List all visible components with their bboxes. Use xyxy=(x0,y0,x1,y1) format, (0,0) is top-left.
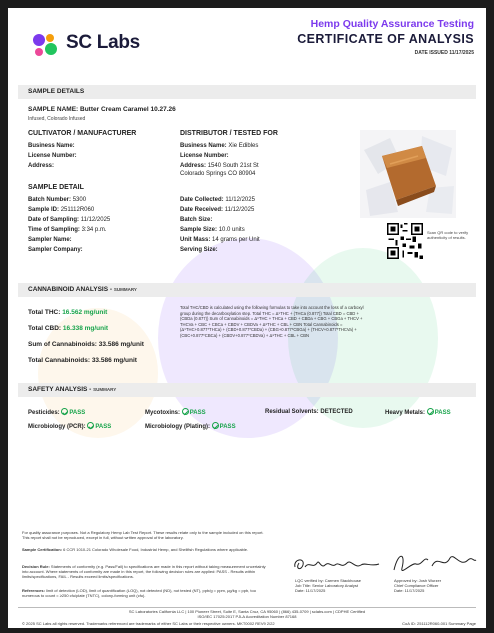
total-cbd-label: Total CBD: xyxy=(28,325,62,332)
safety-subtitle: SUMMARY xyxy=(93,387,117,392)
sc-labs-logo-icon xyxy=(30,30,60,60)
sample-id-value: 251112R060 xyxy=(60,207,95,213)
total-cbd-value: 16.338 mg/unit xyxy=(62,325,109,332)
dist-address-row xyxy=(180,162,259,170)
micro-plating-result: PASS xyxy=(219,424,236,430)
total-thc-label: Total THC: xyxy=(28,309,61,316)
total-cannabinoids-row xyxy=(28,357,137,365)
micro-pcr-row xyxy=(28,422,111,431)
sum-row xyxy=(28,341,144,349)
sample-id-row xyxy=(28,206,94,214)
heavy-metals-label: Heavy Metals: xyxy=(385,410,426,416)
date-issued: DATE ISSUED 11/17/2025 xyxy=(414,50,474,56)
references-text: limit of detection (LOD), limit of quantification (LOQ), not detected (ND), not tested (NT), ppb/g = ppm, μg/kg = ppb, too numerous to count = ≥250 cfu/plate (TNTC), colony-forming unit (cfu). xyxy=(22,588,256,599)
total-thc-value: 16.562 mg/unit xyxy=(62,309,108,316)
qa-disclaimer: For quality assurance purposes. Not a Regulatory Hemp Lab Test Report. These results relate only to the sample included on this report. This report shall not be reproduced, except in full, without written approval of the laboratory. xyxy=(22,530,264,541)
dist-address-line1: 1540 South 21st St xyxy=(207,163,259,169)
sig2-name: Approved by: Josh Wurzer xyxy=(394,578,442,583)
sig1-date: Date: 11/17/2025 xyxy=(295,588,326,593)
sample-certification xyxy=(22,547,267,552)
dist-business-row xyxy=(180,142,258,150)
pesticides-row xyxy=(28,408,85,417)
mycotoxins-row xyxy=(145,408,206,417)
time-sampling-value: 3:34 p.m. xyxy=(81,227,107,233)
cannabinoid-subtitle: SUMMARY xyxy=(113,287,137,292)
sig1-name: LQC verified by: Carmen Stackhouse xyxy=(295,578,362,583)
pesticides-result: PASS xyxy=(69,410,86,416)
date-collected-label: Date Collected: xyxy=(180,197,224,203)
coa-page xyxy=(8,8,486,628)
residual-solvents-label: Residual Solvents: xyxy=(265,409,319,415)
sampler-name-label: Sampler Name: xyxy=(28,237,72,243)
check-icon xyxy=(182,408,189,415)
qr-note: Scan QR code to verify authenticity of results. xyxy=(427,230,469,240)
signature-josh-wurzer xyxy=(388,548,478,578)
product-photo xyxy=(360,130,456,218)
cultivator-heading: CULTIVATOR / MANUFACTURER xyxy=(28,130,137,137)
unit-mass-value: 14 grams per Unit xyxy=(212,237,260,243)
dist-address-line2: Colorado Springs CO 80904 xyxy=(180,171,256,177)
check-icon xyxy=(61,408,68,415)
time-sampling-label: Time of Sampling: xyxy=(28,227,80,233)
sample-size-value: 10.0 units xyxy=(218,227,245,233)
sampler-company-label: Sampler Company: xyxy=(28,247,83,253)
residual-solvents-row xyxy=(265,408,353,416)
date-sampling-row xyxy=(28,216,110,224)
dist-business: Xie Edibles xyxy=(228,143,259,149)
batch-value: 5300 xyxy=(72,197,87,203)
mycotoxins-label: Mycotoxins: xyxy=(145,410,181,416)
dist-address-label: Address: xyxy=(180,163,207,169)
check-icon xyxy=(87,422,94,429)
check-icon xyxy=(212,422,219,429)
infused-note: Infused, Colorado Infused xyxy=(28,116,86,122)
total-cannabinoids-value: 33.586 mg/unit xyxy=(91,357,137,364)
micro-plating-row xyxy=(145,422,236,431)
sample-id-label: Sample ID: xyxy=(28,207,60,213)
sample-name-label: SAMPLE NAME: xyxy=(28,106,79,113)
sum-label: Sum of Cannabinoids: xyxy=(28,341,97,348)
mycotoxins-result: PASS xyxy=(189,410,206,416)
references xyxy=(22,588,267,598)
dist-license-label: License Number: xyxy=(180,153,229,159)
batch-label: Batch Number: xyxy=(28,197,72,203)
footer-divider xyxy=(18,607,476,608)
total-thc-row xyxy=(28,309,107,317)
decision-rule xyxy=(22,564,267,580)
decision-rule-text: Statements of conformity (e.g. Pass/Fail) to specifications are made in this report without taking measurement uncertainty into account. Where statements of conformity are made in this report, the following decision rules are applied: PASS - Results within limits/specifications, FAIL - Results exceed limits/specifications. xyxy=(22,564,266,580)
sample-name: Butter Cream Caramel 10.27.26 xyxy=(80,106,176,113)
serving-size-label: Serving Size: xyxy=(180,247,218,253)
cannabinoid-title: CANNABINOID ANALYSIS - xyxy=(28,286,113,293)
batch-row xyxy=(28,196,86,204)
decision-rule-label: Decision Rule: xyxy=(22,564,50,569)
sig2-title: Chief Compliance Officer xyxy=(394,583,439,588)
pesticides-label: Pesticides: xyxy=(28,410,60,416)
sample-name-row xyxy=(28,106,176,114)
business-name-label: Business Name: xyxy=(28,143,75,149)
accreditation: ISO/IEC 17025:2017 PJLA Accreditation Number 87168 xyxy=(197,614,297,619)
sig2-date: Date: 11/17/2025 xyxy=(394,588,425,593)
unit-mass-row xyxy=(180,236,260,244)
time-sampling-row xyxy=(28,226,107,234)
date-collected-row xyxy=(180,196,255,204)
batch-size-label: Batch Size: xyxy=(180,217,213,223)
header xyxy=(8,8,486,78)
address-label: Address: xyxy=(28,163,55,169)
residual-solvents-result: DETECTED xyxy=(320,409,353,415)
date-received-row xyxy=(180,206,254,214)
date-received-label: Date Received: xyxy=(180,207,224,213)
copyright: © 2025 SC Labs all rights reserved. Trademarks referenced are trademarks of either SC Labs or their respective owners. MKT0002 REV9 2/22 xyxy=(22,621,275,626)
micro-plating-label: Microbiology (Plating): xyxy=(145,424,210,430)
date-received-value: 11/12/2025 xyxy=(224,207,255,213)
document-title: CERTIFICATE OF ANALYSIS xyxy=(297,32,474,46)
sum-value: 33.586 mg/unit xyxy=(98,341,144,348)
check-icon xyxy=(427,408,434,415)
sig1-title: Job Title: Senior Laboratory Analyst xyxy=(295,583,358,588)
sample-size-label: Sample Size: xyxy=(180,227,218,233)
heavy-metals-result: PASS xyxy=(434,410,451,416)
date-sampling-label: Date of Sampling: xyxy=(28,217,80,223)
total-cannabinoids-label: Total Cannabinoids: xyxy=(28,357,90,364)
license-number-label: License Number: xyxy=(28,153,77,159)
header-subtitle: Hemp Quality Assurance Testing xyxy=(310,18,474,30)
safety-title: SAFETY ANALYSIS - xyxy=(28,386,92,393)
micro-pcr-label: Microbiology (PCR): xyxy=(28,424,86,430)
sample-details-bar: SAMPLE DETAILS xyxy=(18,85,476,99)
references-label: References: xyxy=(22,588,45,593)
total-cbd-row xyxy=(28,325,108,333)
sample-certification-text: 6 CCR 1010-21 Colorado Wholesale Food, Industrial Hemp, and Shellfish Regulations where applicable. xyxy=(63,547,249,552)
unit-mass-label: Unit Mass: xyxy=(180,237,211,243)
heavy-metals-row xyxy=(385,408,451,417)
date-sampling-value: 11/12/2025 xyxy=(80,217,111,223)
dist-business-label: Business Name: xyxy=(180,143,227,149)
sample-size-row xyxy=(180,226,245,234)
safety-bar xyxy=(18,383,476,397)
cannabinoid-bar xyxy=(18,283,476,297)
signature-carmen-stackhouse xyxy=(291,553,383,577)
brand-name: SC Labs xyxy=(66,32,140,53)
date-collected-value: 11/12/2025 xyxy=(225,197,255,203)
lab-address: SC Laboratories California LLC | 100 Pioneer Street, Suite E, Santa Cruz, CA 95060 | (866) 435-0709 | sclabs.com | CDPHE Certified xyxy=(128,609,366,614)
coa-id: CoA ID: 251112R060-001 Summary Page xyxy=(402,621,476,626)
sample-certification-label: Sample Certification: xyxy=(22,547,63,552)
sample-detail-heading: SAMPLE DETAIL xyxy=(28,184,84,191)
calculation-note: Total THC/CBD is calculated using the following formulas to take into account the loss of a carboxyl group during the decarboxylation step. Total THC = Δ⁹THC + (THCa (0.877)) Total CBD = CBD + (CBDa (0.877)) Sum of Cannabinoids = Δ⁹THC + THCa + CBD + CBDa + CBG + CBGa + THCV + THCVa + CBC + CBCa + CBDV + CBDVa + Δ⁸THC + CBL + CBN Total Cannabinoids = (Δ⁹THC+0.877*THCa) + (CBD+0.877*CBDa) + (CBG+0.877*CBGa) + (THCV+0.877*THCVa) + (CBC+0.877*CBCa) + (CBDV+0.877*CBDVa) + Δ⁸THC + CBL + CBN xyxy=(180,305,364,338)
verification-qr-code[interactable] xyxy=(387,223,423,259)
micro-pcr-result: PASS xyxy=(95,424,112,430)
distributor-heading: DISTRIBUTOR / TESTED FOR xyxy=(180,130,278,137)
